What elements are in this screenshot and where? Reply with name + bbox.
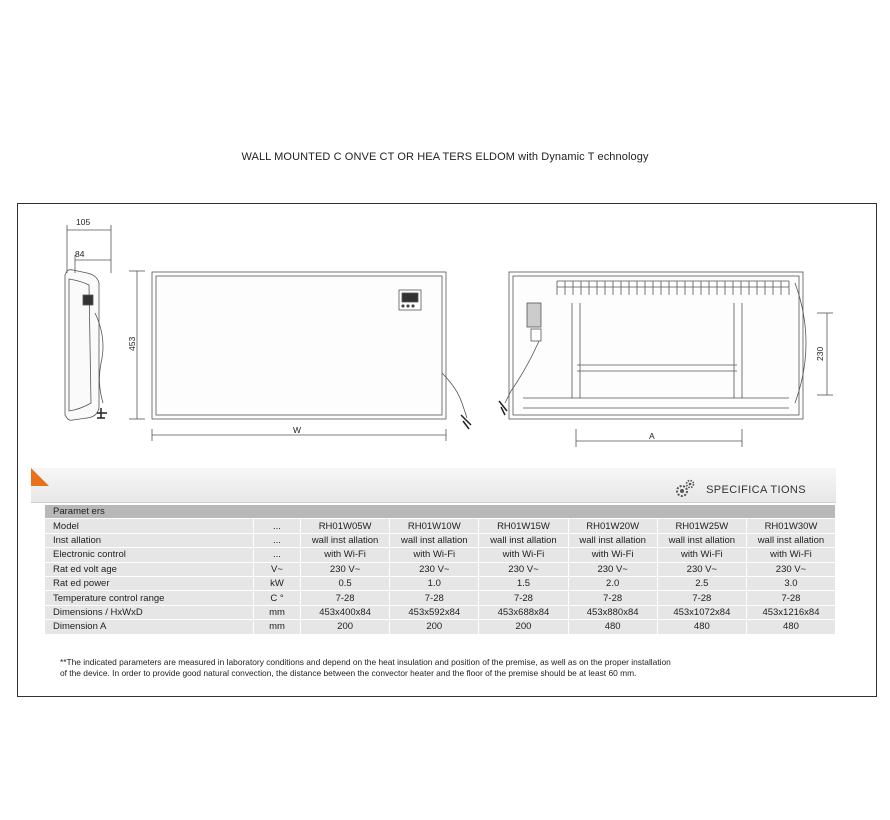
table-cell: 453x592x84 bbox=[390, 605, 479, 619]
table-cell: RH01W30W bbox=[746, 519, 835, 533]
table-cell: 230 V~ bbox=[746, 562, 835, 576]
table-cell: RH01W05W bbox=[301, 519, 390, 533]
table-row bbox=[45, 533, 835, 547]
parameter-name: Model bbox=[45, 519, 254, 533]
parameter-unit: ... bbox=[254, 533, 301, 547]
parameter-unit: C ° bbox=[254, 591, 301, 605]
footnote-line-2: of the device. In order to provide good natural convection, the distance between the convector heater and the floor of the premise should be at least 60 mm. bbox=[60, 668, 637, 678]
table-cell: 7-28 bbox=[568, 591, 657, 605]
table-row bbox=[45, 519, 835, 533]
parameter-unit: ... bbox=[254, 519, 301, 533]
table-cell: 453x1216x84 bbox=[746, 605, 835, 619]
table-cell: wall inst allation bbox=[301, 533, 390, 547]
specifications-title: SPECIFICA TIONS bbox=[706, 484, 806, 496]
table-cell: 1.0 bbox=[390, 576, 479, 590]
table-cell: 0.5 bbox=[301, 576, 390, 590]
document-title: WALL MOUNTED C ONVE CT OR HEA TERS ELDOM with Dynamic T echnology bbox=[241, 151, 649, 163]
table-cell: wall inst allation bbox=[479, 533, 568, 547]
table-row bbox=[45, 548, 835, 562]
table-cell: 230 V~ bbox=[301, 562, 390, 576]
front-view-drawing bbox=[152, 272, 471, 441]
parameter-name: Rat ed volt age bbox=[45, 562, 254, 576]
parameter-name: Dimensions / HxWxD bbox=[45, 605, 254, 619]
table-cell: 2.5 bbox=[657, 576, 746, 590]
table-cell: with Wi-Fi bbox=[301, 548, 390, 562]
table-cell: with Wi-Fi bbox=[479, 548, 568, 562]
table-header-row bbox=[45, 505, 835, 519]
table-cell: 200 bbox=[479, 620, 568, 634]
parameters-header: Paramet ers bbox=[45, 505, 835, 519]
parameter-name: Inst allation bbox=[45, 533, 254, 547]
table-cell: 453x688x84 bbox=[479, 605, 568, 619]
orange-corner-marker bbox=[31, 468, 49, 486]
table-cell: 7-28 bbox=[390, 591, 479, 605]
specifications-panel bbox=[31, 468, 836, 640]
table-cell: 1.5 bbox=[479, 576, 568, 590]
table-cell: 7-28 bbox=[301, 591, 390, 605]
footnote bbox=[60, 657, 840, 679]
parameter-unit: V~ bbox=[254, 562, 301, 576]
table-cell: 230 V~ bbox=[479, 562, 568, 576]
table-cell: 200 bbox=[390, 620, 479, 634]
back-view-drawing bbox=[499, 272, 833, 447]
dim-105-label: 105 bbox=[76, 217, 91, 227]
dim-453-label: 453 bbox=[127, 336, 137, 351]
table-cell: with Wi-Fi bbox=[390, 548, 479, 562]
table-cell: 2.0 bbox=[568, 576, 657, 590]
parameter-unit: mm bbox=[254, 605, 301, 619]
specifications-table bbox=[45, 505, 835, 635]
table-cell: wall inst allation bbox=[568, 533, 657, 547]
table-cell: 7-28 bbox=[746, 591, 835, 605]
table-cell: 230 V~ bbox=[390, 562, 479, 576]
table-cell: wall inst allation bbox=[390, 533, 479, 547]
parameter-unit: ... bbox=[254, 548, 301, 562]
dim-84-label: 84 bbox=[75, 249, 85, 259]
table-cell: 7-28 bbox=[657, 591, 746, 605]
table-cell: 453x400x84 bbox=[301, 605, 390, 619]
parameter-unit: mm bbox=[254, 620, 301, 634]
dim-a-label: A bbox=[649, 431, 655, 441]
table-cell: 480 bbox=[746, 620, 835, 634]
table-row bbox=[45, 576, 835, 590]
table-cell: RH01W20W bbox=[568, 519, 657, 533]
table-cell: RH01W15W bbox=[479, 519, 568, 533]
table-cell: 3.0 bbox=[746, 576, 835, 590]
table-cell: RH01W25W bbox=[657, 519, 746, 533]
parameter-name: Dimension A bbox=[45, 620, 254, 634]
table-cell: wall inst allation bbox=[746, 533, 835, 547]
technical-drawing bbox=[17, 203, 877, 463]
table-cell: 230 V~ bbox=[657, 562, 746, 576]
dim-w-label: W bbox=[293, 425, 302, 435]
table-cell: with Wi-Fi bbox=[568, 548, 657, 562]
table-cell: 480 bbox=[657, 620, 746, 634]
table-cell: RH01W10W bbox=[390, 519, 479, 533]
table-row bbox=[45, 562, 835, 576]
table-row bbox=[45, 591, 835, 605]
table-row bbox=[45, 620, 835, 634]
table-cell: 7-28 bbox=[479, 591, 568, 605]
table-cell: wall inst allation bbox=[657, 533, 746, 547]
gear-icon bbox=[674, 478, 696, 500]
parameter-name: Rat ed power bbox=[45, 576, 254, 590]
table-cell: 480 bbox=[568, 620, 657, 634]
parameter-name: Electronic control bbox=[45, 548, 254, 562]
parameter-unit: kW bbox=[254, 576, 301, 590]
table-cell: 200 bbox=[301, 620, 390, 634]
specifications-header bbox=[31, 468, 836, 503]
table-cell: 453x880x84 bbox=[568, 605, 657, 619]
dim-230-label: 230 bbox=[815, 346, 825, 361]
table-cell: 453x1072x84 bbox=[657, 605, 746, 619]
footnote-line-1: **The indicated parameters are measured in laboratory conditions and depend on the heat insulation and position of the premise, as well as on the proper installation bbox=[60, 657, 671, 667]
table-cell: with Wi-Fi bbox=[746, 548, 835, 562]
table-row bbox=[45, 605, 835, 619]
table-cell: with Wi-Fi bbox=[657, 548, 746, 562]
table-cell: 230 V~ bbox=[568, 562, 657, 576]
parameter-name: Temperature control range bbox=[45, 591, 254, 605]
